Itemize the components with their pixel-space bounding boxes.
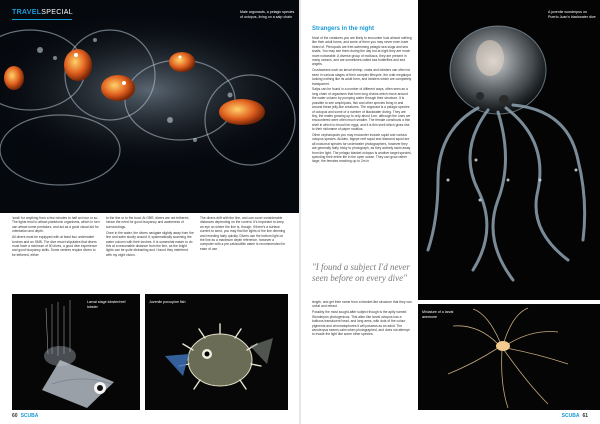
photo-caption-anemone: Miniature of a larval anemone — [422, 310, 454, 319]
paragraph: The divers drift with the line, and can cover considerable distances depending on the current. It's important to keep an eye on where the line is, though, if there's a surface current to send, you may find the lights of the line dimming and receding fairly quickly. Divers use the bottom light on the line as a maximum depth reference, however a computer with a pre-set/audible alarm is recommended for ease of use. — [200, 216, 286, 251]
section-heading: Strangers in the night — [312, 26, 375, 32]
right-page — [300, 0, 600, 424]
left-column-2 — [106, 216, 194, 259]
photo-caption-argonauts: Male argonauts, a pelagic species of octopus, living on a salp chain — [240, 10, 295, 19]
page-number-left: 60 — [12, 413, 18, 419]
hero-photo-argonauts-salp — [0, 0, 300, 213]
paragraph: Once in the water, the divers navigate slightly away from the line and swim slowly around it, systematically scanning the water column with their torches. It is somewhat easier to do this at a reasonable distance from the line, as the bright lights can be quite distracting and I found they interfered with my night vision. — [106, 230, 194, 257]
photo-juvenile-wunderpus — [418, 0, 600, 300]
paragraph: to the line or to the boat. At GBR, divers are not tethered, hence the need for good buoyancy and awareness of surroundings. — [106, 216, 190, 229]
section-rule — [12, 19, 72, 20]
paragraph: All divers must be equipped with at least two underwater torches and an SMB. The dive resort stipulates that divers must have a minimum of 50 dives, a good dive experience and good buoyancy skills. Some centres require divers to be tethered, either — [12, 235, 98, 257]
brand-left: SCUBA — [20, 413, 39, 419]
photo-larval-anemone — [418, 304, 600, 410]
photo-caption-porcupine: Juvenile porcupine fish — [149, 300, 186, 304]
subsection-label: SPECIAL — [41, 9, 73, 16]
section-tag — [12, 9, 73, 16]
paragraph: Other cephalopods you may encounter include squid and various octopus species. Alcides, bigeye reef squid and diamond squid are all nocturnal species for underwater photographers, however they are generally fairly tricky to photograph, as they actively swim away from the light. The pelagic blanket octopus is another target species, spending their entire life in the open ocean. They can grow rather large, the females reaching up to 2m in — [312, 133, 412, 164]
left-column-3 — [200, 216, 288, 253]
brand-right: SCUBA — [561, 413, 580, 419]
paragraph: Most of the creatures you are likely to encounter look almost nothing like their adult forms, and some of them you may never even have heard of. Pteropods are free-swimming pelagic sea slugs and sea snails. You may see them during the day but at night they are much more noticeable. A diverse group of molluscs, they are present in many oceans, and are sometimes called sea butterflies and sea angels. — [312, 36, 412, 67]
photo-caption-wunderpus: A juvenile wunderpus on Puerto Juan's blackwater dive — [548, 10, 596, 19]
paragraph: Salps can be found in a number of different ways, often seen as a long chain of organisms that form long chains which move around the water column by pumping water through their structure. It is possible to see amphipods, fish and other species living in and around these jelly-like creatures. The argonaut is a pelagic species of octopus and some of a number of blackwater diving. They are tiny, the males growing up to only about 1cm, although the ones we encountered were often much smaller. The female constructs a thin shell in which to brood her eggs, and it is this shell which gives rise to their nickname of paper nautilus. — [312, 87, 411, 132]
page-number-right: 61 — [582, 413, 588, 419]
paragraph: Crustaceans such as larval shrimp, crabs and lobsters can often be seen in various stages of their complex lifecycle, the crab megalopa looking nothing like its adult form, and lobsters which are completely transparent. — [312, 68, 412, 86]
paragraph: length, and get their name from a blanket-like structure that they can unfurl and retract. — [312, 300, 412, 309]
photo-juvenile-porcupinefish — [145, 294, 288, 410]
paragraph: Possibly the most sought-after subject though is the aptly named Wunderpus photogenicus. This alien-like larval octopus has a bulbous translucent head, and long arms, with dots of the colour pigments and chromatophores it will possess as an adult. The wunderpus seems calm when photographed, and does not attempt to evade the light like some other species. — [312, 310, 410, 337]
left-footer — [12, 413, 41, 419]
left-column-1 — [12, 216, 100, 259]
section-label: TRAVEL — [12, 9, 42, 16]
paragraph: 'soak' for anything from a few minutes to half an hour or so. The lights tend to attract planktonic organisms, which in turn can attract some predators, and act as a good visual aid for orientation and depth. — [12, 216, 100, 234]
right-column-1 — [312, 36, 412, 165]
right-column-1-continued — [312, 300, 412, 338]
right-footer — [559, 413, 588, 419]
photo-caption-larval: Larval stage lobster/reef lobster — [87, 300, 126, 309]
pull-quote: "I found a subject I'd never seen before on every dive" — [312, 262, 410, 283]
photo-larval-lobster — [12, 294, 140, 410]
